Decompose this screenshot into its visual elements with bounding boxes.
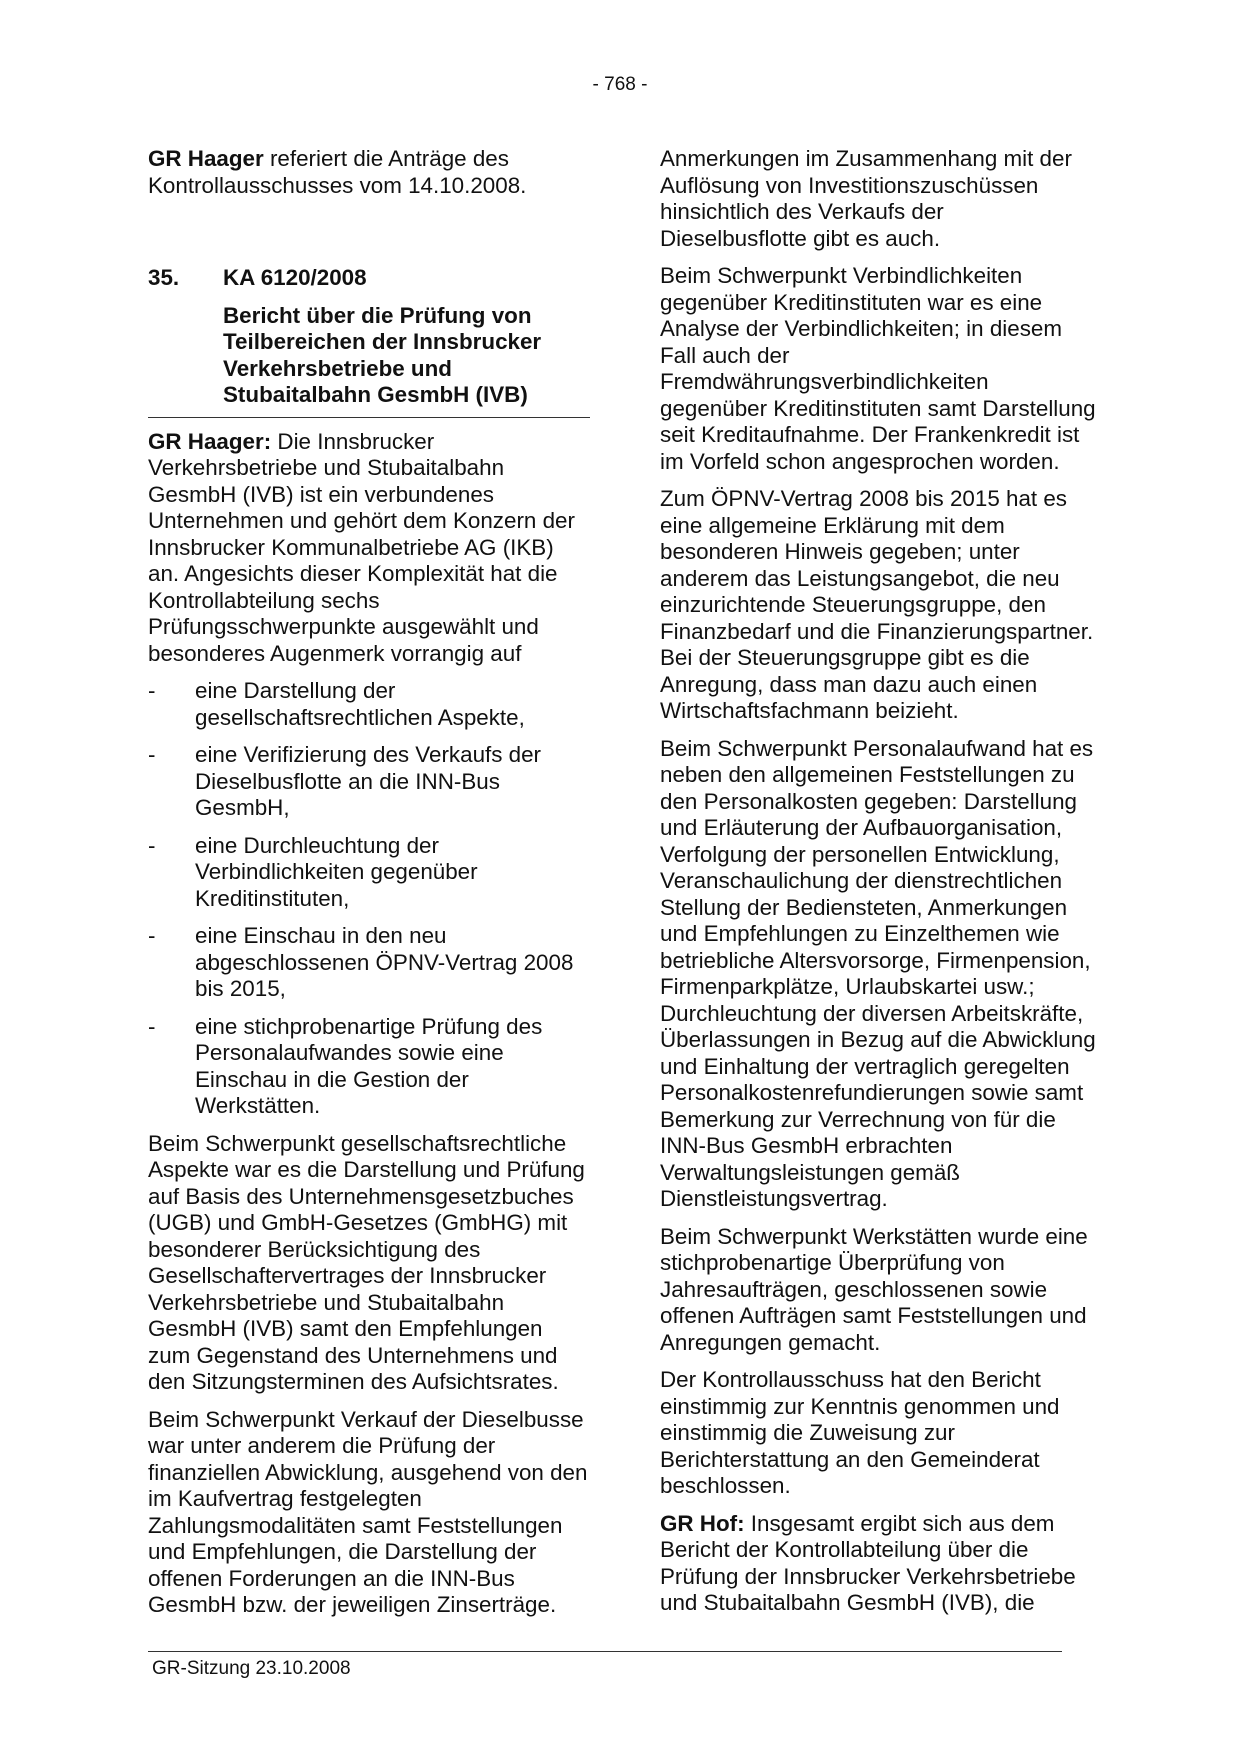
intro-speaker: GR Haager	[148, 146, 264, 171]
body-paragraph: Zum ÖPNV-Vertrag 2008 bis 2015 hat es eine allgemeine Erklärung mit dem besonderen Hinweis gegeben; unter anderem das Leistungsangebot, die neu einzurichtende Steuerungsgruppe, den Finanzbedarf und die Finanzierungspartner. Bei der Steuerungsgruppe gibt es die Anregung, dass man dazu auch einen Wirtschaftsfachmann beizieht.	[660, 486, 1094, 723]
agenda-number: 35.	[148, 265, 180, 290]
closing-text: Insgesamt ergibt sich aus dem Bericht der Kontrollabteilung über die Prüfung der Innsbrucker Verkehrsbetriebe und Stubaitalbahn GesmbH (IVB), die	[660, 1510, 1076, 1615]
statement-text: Die Innsbrucker Verkehrsbetriebe und Stubaitalbahn GesmbH (IVB) ist ein verbundenes Unternehmen und gehört dem Konzern der Innsbrucker Kommunalbetriebe AG (IKB) an. Angesichts dieser Komplexität hat die Kontrollabteilung sechs Prüfungsschwerpunkte ausgewählt und besonderes Augenmerk vorrangig auf	[148, 428, 575, 666]
body-paragraph: Beim Schwerpunkt Verkauf der Dieselbusse war unter anderem die Prüfung der finanziellen Abwicklung, ausgehend von den im Kaufvertrag festgelegten Zahlungsmodalitäten samt Feststellungen und Empfehlungen, die Darstellung der offenen Forderungen an die INN-Bus GesmbH bzw. der jeweiligen Zinserträge.	[148, 1406, 588, 1617]
body-paragraph: Beim Schwerpunkt gesellschaftsrechtliche Aspekte war es die Darstellung und Prüfung auf Basis des Unternehmensgesetzbuches (UGB) und GmbH-Gesetzes (GmbHG) mit besonderer Berücksichtigung des Gesellschaftervertrages der Innsbrucker Verkehrsbetriebe und Stubaitalbahn GesmbH (IVB) samt den Empfehlungen zum Gegenstand des Unternehmens und den Sitzungsterminen des Aufsichtsrates.	[148, 1130, 585, 1394]
list-item-text: eine stichprobenartige Prüfung des Personalaufwandes sowie eine Einschau in die Gestion der Werkstätten.	[195, 1013, 543, 1118]
list-dash: -	[148, 1013, 156, 1039]
agenda-heading	[148, 265, 590, 292]
list-item	[148, 1014, 590, 1120]
intro-text: referiert die Anträge des Kontrollausschusses vom 14.10.2008.	[148, 146, 527, 198]
right-column	[660, 146, 1096, 1628]
body-paragraph: Beim Schwerpunkt Personalaufwand hat es neben den allgemeinen Feststellungen zu den Personalkosten gegeben: Darstellung und Erläuterung der Aufbauorganisation, Verfolgung der personellen Entwicklung, Veranschaulichung der dienstrechtlichen Stellung der Bediensteten, Anmerkungen und Empfehlungen zu Einzelthemen wie betriebliche Altersvorsorge, Firmenpension, Firmenparkplätze, Urlaubskartei usw.; Durchleuchtung der diversen Arbeitskräfte, Überlassungen in Bezug auf die Abwicklung und Einhaltung der vertraglich geregelten Personalkostenrefundierungen sowie samt Bemerkung zur Verrechnung von für die INN-Bus GesmbH erbrachten Verwaltungsleistungen gemäß Dienstleistungsvertrag.	[660, 735, 1096, 1211]
closing-paragraph	[660, 1511, 1096, 1617]
list-dash: -	[148, 923, 156, 948]
left-column	[148, 146, 590, 1630]
page-number: - 768 -	[592, 74, 648, 95]
body-paragraph: Beim Schwerpunkt Verbindlichkeiten gegenüber Kreditinstituten war es eine Analyse der Verbindlichkeiten; in diesem Fall auch der Fremdwährungsverbindlichkeiten gegenüber Kreditinstituten samt Darstellung seit Kreditaufnahme. Der Frankenkredit ist im Vorfeld schon angesprochen worden.	[660, 263, 1096, 474]
focus-list	[148, 678, 590, 1120]
list-item-text: eine Einschau in den neu abgeschlossenen ÖPNV-Vertrag 2008 bis 2015,	[195, 923, 574, 1001]
intro-paragraph	[148, 146, 590, 199]
list-item	[148, 923, 590, 1003]
list-item-text: eine Durchleuchtung der Verbindlichkeiten gegenüber Kreditinstituten,	[195, 832, 478, 911]
list-item-text: eine Darstellung der gesellschaftsrechtlichen Aspekte,	[195, 678, 525, 730]
list-item	[148, 742, 590, 822]
agenda-code: KA 6120/2008	[223, 265, 367, 290]
list-item-text: eine Verifizierung des Verkaufs der Dieselbusflotte an die INN-Bus GesmbH,	[195, 742, 542, 820]
footer-session-date: GR-Sitzung 23.10.2008	[152, 1658, 351, 1679]
body-paragraph: Anmerkungen im Zusammenhang mit der Auflösung von Investitionszuschüssen hinsichtlich des Verkaufs der Dieselbusflotte gibt es auch.	[660, 146, 1072, 251]
agenda-title: Bericht über die Prüfung von Teilbereichen der Innsbrucker Verkehrsbetriebe und Stubaitalbahn GesmbH (IVB)	[148, 303, 590, 418]
statement-paragraph	[148, 429, 590, 668]
list-item	[148, 678, 590, 731]
body-paragraph: Beim Schwerpunkt Werkstätten wurde eine stichprobenartige Überprüfung von Jahresaufträgen, geschlossenen sowie offenen Aufträgen samt Feststellungen und Anregungen gemacht.	[660, 1223, 1088, 1355]
agenda-item	[148, 265, 590, 418]
statement-speaker: GR Haager:	[148, 428, 272, 454]
list-item	[148, 833, 590, 913]
closing-speaker: GR Hof:	[660, 1510, 745, 1536]
body-paragraph: Der Kontrollausschuss hat den Bericht einstimmig zur Kenntnis genommen und einstimmig die Zuweisung zur Berichterstattung an den Gemeinderat beschlossen.	[660, 1367, 1060, 1498]
list-dash: -	[148, 832, 156, 858]
list-dash: -	[148, 742, 156, 767]
list-dash: -	[148, 678, 156, 703]
footer-divider	[148, 1651, 1062, 1652]
